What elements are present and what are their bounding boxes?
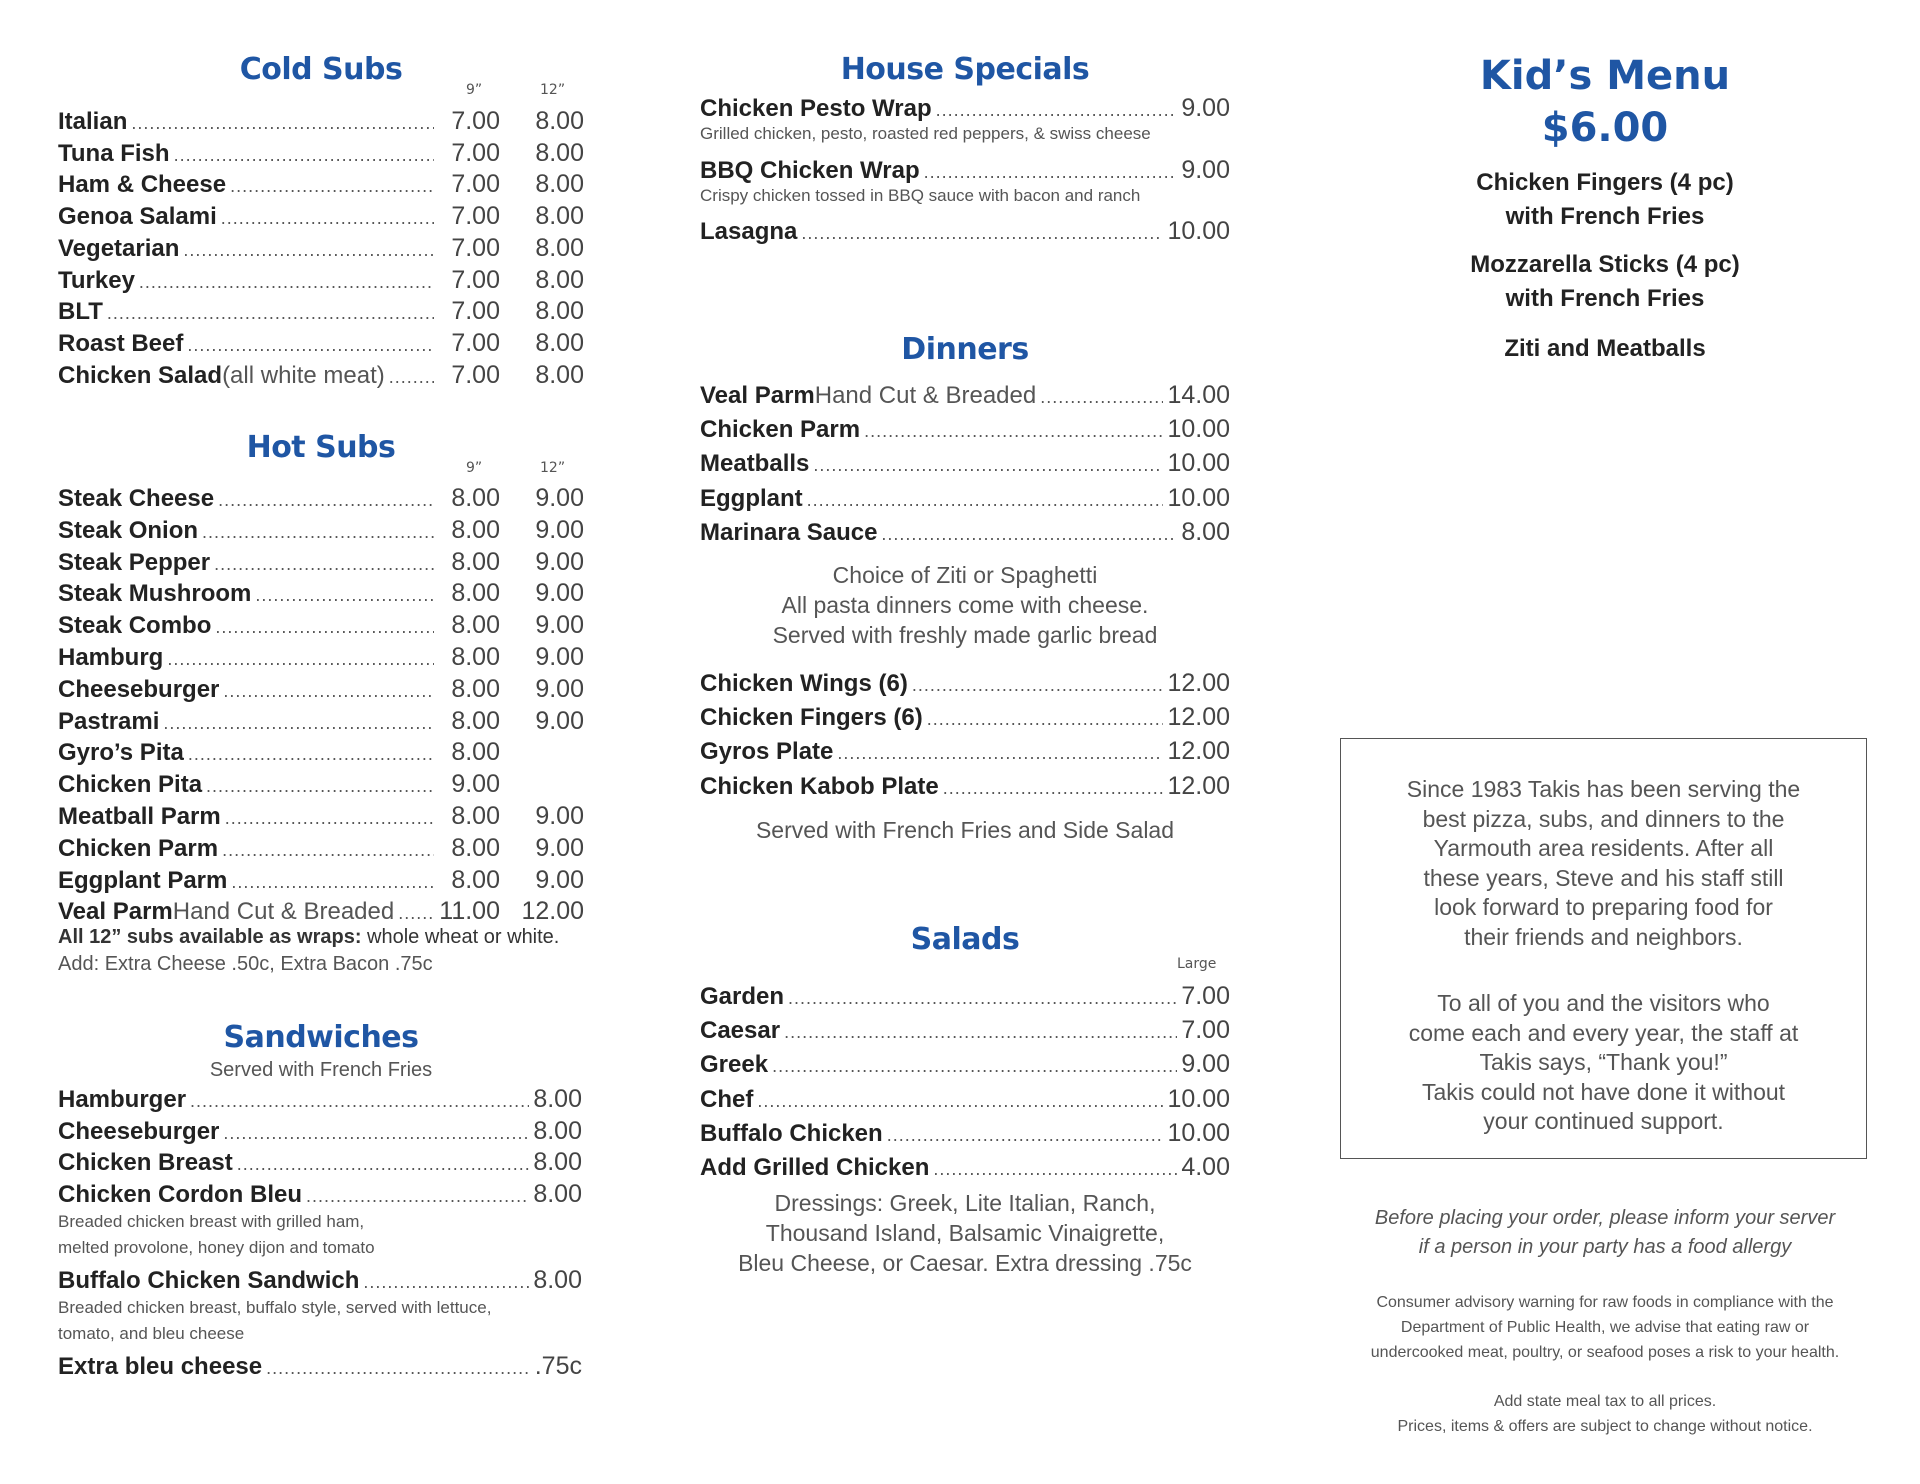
menu-item-price: 12.00 (1167, 669, 1230, 697)
dot-leader (107, 298, 434, 328)
size-9in-label: 9” (466, 460, 483, 476)
menu-item-price: 9.00 (451, 770, 500, 799)
menu-item-price: 8.00 (1181, 517, 1230, 546)
menu-item-price: 9.00 (535, 802, 584, 830)
menu-item-price: 9.00 (535, 547, 584, 576)
footer-change-note: Prices, items & offers are subject to change without notice. (1397, 1418, 1813, 1435)
advisory-line-1: Consumer advisory warning for raw foods in compliance with the (1376, 1294, 1834, 1311)
menu-item-description: Breaded chicken breast with grilled ham, melted provolone, honey dijon and tomato (58, 1212, 375, 1257)
sandwiches-title: Sandwiches (223, 1020, 419, 1055)
menu-item-price: 7.00 (1181, 982, 1230, 1010)
menu-item-price: 7.00 (451, 328, 500, 357)
dot-leader (389, 362, 434, 392)
menu-item-price: 9.00 (535, 643, 584, 671)
menu-item-description: Grilled chicken, pesto, roasted red peppers, & swiss cheese (700, 124, 1151, 143)
menu-item-price: 7.00 (451, 170, 500, 199)
menu-item-name: Italian (58, 108, 128, 135)
pasta-note-1: Choice of Ziti or Spaghetti (832, 562, 1098, 588)
menu-item-name: Cheeseburger (58, 1118, 220, 1145)
menu-item-price: 8.00 (535, 297, 584, 326)
menu-item-row (700, 736, 1230, 766)
dot-leader (813, 450, 1163, 480)
about-line: come each and every year, the staff at (1408, 1019, 1799, 1046)
dot-leader (183, 235, 434, 265)
dot-leader (881, 519, 1177, 549)
menu-item-name: Extra bleu cheese (58, 1353, 263, 1380)
menu-item-row (58, 1084, 582, 1114)
menu-item-price: 9.00 (535, 515, 584, 544)
menu-item-price: 12.00 (1167, 737, 1230, 766)
dot-leader (864, 416, 1163, 446)
cold-subs-title: Cold Subs (239, 52, 403, 87)
menu-item-note: Hand Cut & Breaded (172, 898, 395, 926)
menu-item-price: 8.00 (451, 674, 500, 703)
menu-item-price: 9.00 (535, 706, 584, 735)
menu-item-row (58, 833, 584, 863)
menu-item-row (58, 610, 584, 640)
menu-item-price: 14.00 (1167, 381, 1230, 409)
pasta-note-3: Served with freshly made garlic bread (772, 622, 1158, 648)
menu-item-price: 9.00 (1181, 94, 1230, 122)
menu-item-name: Gyros Plate (700, 738, 834, 766)
menu-item-row (700, 1049, 1230, 1079)
menu-item-name: BBQ Chicken Wrap (700, 157, 920, 184)
menu-item-price: 8.00 (533, 1180, 582, 1208)
menu-item-price: 8.00 (451, 484, 500, 512)
pasta-note-2: All pasta dinners come with cheese. (781, 592, 1149, 618)
menu-item-name: Chicken Pita (58, 771, 203, 799)
menu-item-row (58, 1116, 582, 1146)
menu-item-price: 7.00 (451, 107, 500, 135)
menu-item-name: Veal Parm (700, 382, 815, 409)
dinners-title: Dinners (901, 332, 1029, 367)
menu-item-row (700, 93, 1230, 123)
dot-leader (131, 108, 434, 138)
menu-item-name: Marinara Sauce (700, 518, 878, 546)
menu-item-row (58, 578, 584, 608)
menu-item-price: .75c (534, 1352, 582, 1380)
dot-leader (190, 1086, 529, 1116)
menu-item-price: 11.00 (439, 897, 500, 926)
menu-item-row (58, 265, 584, 295)
menu-item-price: 8.00 (451, 547, 500, 576)
menu-item-name: Chicken Parm (58, 834, 219, 862)
dot-leader (943, 773, 1164, 803)
menu-item-price: 8.00 (451, 706, 500, 735)
menu-item-name: Chicken Fingers (6) (700, 704, 923, 732)
menu-item-price: 7.00 (451, 233, 500, 262)
menu-item-row (58, 706, 584, 736)
menu-item-description: Crispy chicken tossed in BBQ sauce with bacon and ranch (700, 186, 1141, 205)
menu-item-name: Garden (700, 983, 785, 1010)
menu-item-row (700, 981, 1230, 1011)
dot-leader (784, 1017, 1177, 1047)
dot-leader (214, 549, 434, 579)
about-line: Takis could not have done it without (1421, 1078, 1786, 1105)
advisory-line-3: undercooked meat, poultry, or seafood poses a risk to your health. (1370, 1344, 1840, 1361)
menu-item-name: Gyro’s Pita (58, 739, 184, 767)
menu-item-row (58, 1147, 582, 1177)
size-9in-label: 9” (466, 82, 483, 98)
menu-item-name: Hamburg (58, 644, 164, 671)
dot-leader (788, 983, 1177, 1013)
menu-item-name: Steak Cheese (58, 485, 215, 512)
menu-item-row (700, 771, 1230, 801)
menu-item-price: 8.00 (451, 611, 500, 640)
menu-item-name: Chicken Breast (58, 1149, 233, 1176)
menu-item-price: 10.00 (1167, 415, 1230, 444)
sandwiches-subtitle: Served with French Fries (209, 1059, 433, 1081)
menu-item-price: 8.00 (451, 802, 500, 830)
menu-item-price: 9.00 (535, 674, 584, 703)
menu-item-price: 10.00 (1167, 449, 1230, 478)
menu-item-price: 8.00 (535, 233, 584, 262)
menu-item-row (700, 414, 1230, 444)
dot-leader (167, 644, 434, 674)
dot-leader (255, 580, 434, 610)
menu-item-note: Hand Cut & Breaded (814, 382, 1037, 409)
menu-item-row (58, 896, 584, 926)
menu-item-row (700, 702, 1230, 732)
dot-leader (221, 203, 434, 233)
dot-leader (215, 612, 434, 642)
menu-item-price: 7.00 (1181, 1016, 1230, 1045)
dot-leader (222, 835, 434, 865)
menu-item-price: 8.00 (535, 107, 584, 135)
menu-item-row (700, 1118, 1230, 1148)
dot-leader (174, 140, 434, 170)
menu-item-name: Chicken Wings (6) (700, 670, 908, 697)
menu-item-name: Steak Onion (58, 516, 199, 544)
allergy-line-2: if a person in your party has a food allergy (1418, 1236, 1792, 1258)
about-line: your continued support. (1483, 1108, 1724, 1134)
menu-item-price: 8.00 (533, 1085, 582, 1113)
menu-item-name: Steak Combo (58, 612, 212, 640)
menu-item-row (58, 1265, 582, 1295)
dot-leader (363, 1267, 529, 1297)
kids-menu-title: Kid’s Menu (1479, 53, 1731, 99)
menu-item-name: Chicken Parm (700, 416, 861, 444)
dot-leader (202, 517, 434, 547)
menu-item-name: Vegetarian (58, 234, 180, 262)
menu-item-row (58, 360, 584, 390)
dot-leader (231, 867, 434, 897)
menu-item-price: 7.00 (451, 138, 500, 167)
about-line: their friends and neighbors. (1464, 923, 1743, 950)
dot-leader (306, 1181, 529, 1211)
dot-leader (933, 1154, 1177, 1184)
dot-leader (807, 485, 1164, 515)
menu-item-price: 12.00 (521, 897, 584, 926)
menu-item-name: Eggplant (700, 484, 803, 512)
menu-item-price: 9.00 (535, 579, 584, 608)
menu-item-row (58, 865, 584, 895)
menu-item-price: 8.00 (533, 1117, 582, 1145)
menu-item-price: 10.00 (1167, 1118, 1230, 1147)
dot-leader (237, 1149, 530, 1179)
menu-item-row (58, 296, 584, 326)
menu-item-name: Roast Beef (58, 329, 184, 357)
menu-item-row (700, 1084, 1230, 1114)
about-line: these years, Steve and his staff still (1423, 864, 1784, 891)
dot-leader (266, 1353, 531, 1383)
menu-item-row (700, 668, 1230, 698)
about-box (1340, 738, 1867, 1159)
wraps-note-rest: whole wheat or white. (361, 926, 560, 948)
menu-item-name: Hamburger (58, 1086, 187, 1113)
menu-item-row (58, 1351, 582, 1381)
kids-item-1: Chicken Fingers (4 pc) (1476, 169, 1734, 196)
menu-item-row (58, 1179, 582, 1209)
menu-item-row (700, 1152, 1230, 1182)
menu-item-row (58, 801, 584, 831)
addons-note: Add: Extra Cheese .50c, Extra Bacon .75c (58, 953, 433, 975)
salad-size-label: Large (1177, 956, 1217, 972)
menu-item-price: 8.00 (451, 579, 500, 608)
menu-item-name: Chicken Pesto Wrap (700, 95, 932, 122)
menu-item-price: 4.00 (1181, 1153, 1230, 1181)
size-12in-label: 12” (540, 82, 566, 98)
menu-item-price: 9.00 (1181, 1050, 1230, 1079)
about-line: Since 1983 Takis has been serving the (1406, 776, 1801, 802)
menu-item-name: Steak Pepper (58, 548, 211, 576)
menu-item-name: Turkey (58, 266, 135, 294)
menu-item-price: 9.00 (535, 484, 584, 512)
menu-item-name: Ham & Cheese (58, 171, 227, 199)
menu-item-row (700, 155, 1230, 185)
menu-item-name: Meatballs (700, 450, 810, 478)
about-line: look forward to preparing food for (1434, 894, 1773, 920)
dot-leader (139, 267, 434, 297)
dot-leader (223, 676, 434, 706)
menu-item-name: Buffalo Chicken (700, 1119, 883, 1147)
menu-item-price: 9.00 (535, 833, 584, 862)
dot-leader (801, 218, 1163, 248)
menu-item-name: Chicken Cordon Bleu (58, 1181, 303, 1208)
menu-item-price: 8.00 (533, 1266, 582, 1294)
about-line: Takis says, “Thank you!” (1479, 1049, 1728, 1075)
dot-leader (1040, 382, 1163, 412)
dot-leader (218, 485, 434, 515)
menu-item-name: Chef (700, 1085, 754, 1113)
dot-leader (927, 704, 1164, 734)
menu-item-price: 9.00 (1181, 156, 1230, 184)
dot-leader (887, 1120, 1164, 1150)
menu-item-row (700, 448, 1230, 478)
dot-leader (225, 803, 434, 833)
kids-menu-price: $6.00 (1541, 105, 1669, 151)
about-line: best pizza, subs, and dinners to the (1422, 805, 1785, 832)
menu-item-price: 8.00 (535, 138, 584, 167)
wraps-note-bold: All 12” subs available as wraps: (58, 926, 362, 948)
menu-item-row (58, 769, 584, 799)
menu-item-name: Steak Mushroom (58, 580, 252, 608)
menu-item-name: Eggplant Parm (58, 866, 228, 894)
menu-item-name: Chicken Kabob Plate (700, 772, 939, 800)
menu-item-row (58, 328, 584, 358)
dot-leader (206, 771, 434, 801)
dot-leader (912, 670, 1164, 700)
menu-item-name: Tuna Fish (58, 139, 170, 167)
salads-title: Salads (910, 922, 1020, 957)
menu-item-row (58, 233, 584, 263)
menu-item-price: 8.00 (535, 328, 584, 357)
dressings-note-3: Bleu Cheese, or Caesar. Extra dressing .75c (738, 1250, 1192, 1276)
menu-item-row (58, 201, 584, 231)
house-specials-title: House Specials (840, 52, 1090, 87)
menu-item-price: 10.00 (1167, 483, 1230, 512)
menu-item-price: 8.00 (451, 865, 500, 894)
menu-item-row (700, 380, 1230, 410)
menu-item-price: 8.00 (533, 1148, 582, 1176)
dot-leader (163, 708, 434, 738)
menu-item-name: Greek (700, 1051, 769, 1079)
advisory-line-2: Department of Public Health, we advise that eating raw or (1400, 1319, 1810, 1336)
menu-item-row (58, 674, 584, 704)
menu-item-price: 9.00 (535, 865, 584, 894)
menu-item-note: (all white meat) (222, 361, 385, 389)
footer-tax-note: Add state meal tax to all prices. (1493, 1393, 1717, 1410)
menu-item-price: 8.00 (535, 202, 584, 231)
dot-leader (187, 330, 434, 360)
menu-item-price: 7.00 (451, 297, 500, 326)
menu-item-name: BLT (58, 298, 103, 326)
menu-item-name: Caesar (700, 1017, 781, 1045)
plates-note: Served with French Fries and Side Salad (755, 817, 1175, 843)
menu-item-name: Lasagna (700, 218, 798, 245)
menu-item-row (58, 106, 584, 136)
menu-item-row (700, 517, 1230, 547)
size-12in-label: 12” (540, 460, 566, 476)
menu-item-name: Cheeseburger (58, 675, 220, 703)
menu-item-price: 8.00 (535, 170, 584, 199)
kids-item-2: Mozzarella Sticks (4 pc) (1470, 251, 1740, 278)
menu-item-row (58, 169, 584, 199)
menu-item-row (58, 737, 584, 767)
menu-item-row (58, 547, 584, 577)
menu-item-row (700, 216, 1230, 246)
menu-item-row (58, 515, 584, 545)
menu-item-price: 12.00 (1167, 703, 1230, 732)
menu-item-name: Veal Parm (58, 898, 173, 926)
menu-item-row (58, 138, 584, 168)
dot-leader (230, 171, 434, 201)
menu-item-price: 8.00 (535, 265, 584, 294)
dot-leader (188, 739, 434, 769)
dressings-note-1: Dressings: Greek, Lite Italian, Ranch, (774, 1190, 1156, 1216)
menu-item-name: Genoa Salami (58, 203, 217, 231)
menu-item-price: 8.00 (451, 643, 500, 671)
dot-leader (772, 1051, 1177, 1081)
kids-item-1-side: with French Fries (1505, 203, 1705, 230)
menu-item-price: 9.00 (535, 611, 584, 640)
menu-item-name: Buffalo Chicken Sandwich (58, 1267, 360, 1294)
dot-leader (837, 738, 1163, 768)
hot-subs-title: Hot Subs (246, 430, 396, 465)
about-paragraph-1 (1391, 775, 1816, 952)
menu-item-row (700, 483, 1230, 513)
menu-item-description: Breaded chicken breast, buffalo style, served with lettuce, tomato, and bleu cheese (58, 1298, 492, 1343)
about-line: To all of you and the visitors who (1437, 990, 1770, 1016)
kids-item-3: Ziti and Meatballs (1504, 335, 1706, 362)
about-line: Yarmouth area residents. After all (1433, 835, 1774, 861)
menu-item-price: 7.00 (451, 360, 500, 389)
menu-item-price: 10.00 (1167, 1084, 1230, 1113)
menu-item-row (700, 1015, 1230, 1045)
menu-item-price: 8.00 (451, 833, 500, 862)
dressings-note-2: Thousand Island, Balsamic Vinaigrette, (765, 1220, 1165, 1246)
about-paragraph-2 (1391, 989, 1816, 1137)
menu-item-name: Pastrami (58, 707, 160, 735)
menu-item-name: Chicken Salad (58, 361, 223, 389)
menu-item-price: 10.00 (1167, 217, 1230, 245)
wraps-note (58, 924, 584, 950)
menu-item-name: Meatball Parm (58, 803, 221, 830)
dot-leader (757, 1086, 1163, 1116)
menu-item-price: 8.00 (535, 360, 584, 389)
kids-item-2-side: with French Fries (1505, 285, 1705, 312)
menu-item-price: 7.00 (451, 265, 500, 294)
dot-leader (223, 1118, 529, 1148)
menu-item-row (58, 642, 584, 672)
menu-item-price: 8.00 (451, 738, 500, 767)
menu-item-row (58, 483, 584, 513)
menu-item-price: 12.00 (1167, 771, 1230, 800)
menu-item-price: 7.00 (451, 202, 500, 231)
allergy-line-1: Before placing your order, please inform your server (1374, 1207, 1836, 1229)
menu-item-price: 8.00 (451, 515, 500, 544)
menu-item-name: Add Grilled Chicken (700, 1154, 930, 1181)
